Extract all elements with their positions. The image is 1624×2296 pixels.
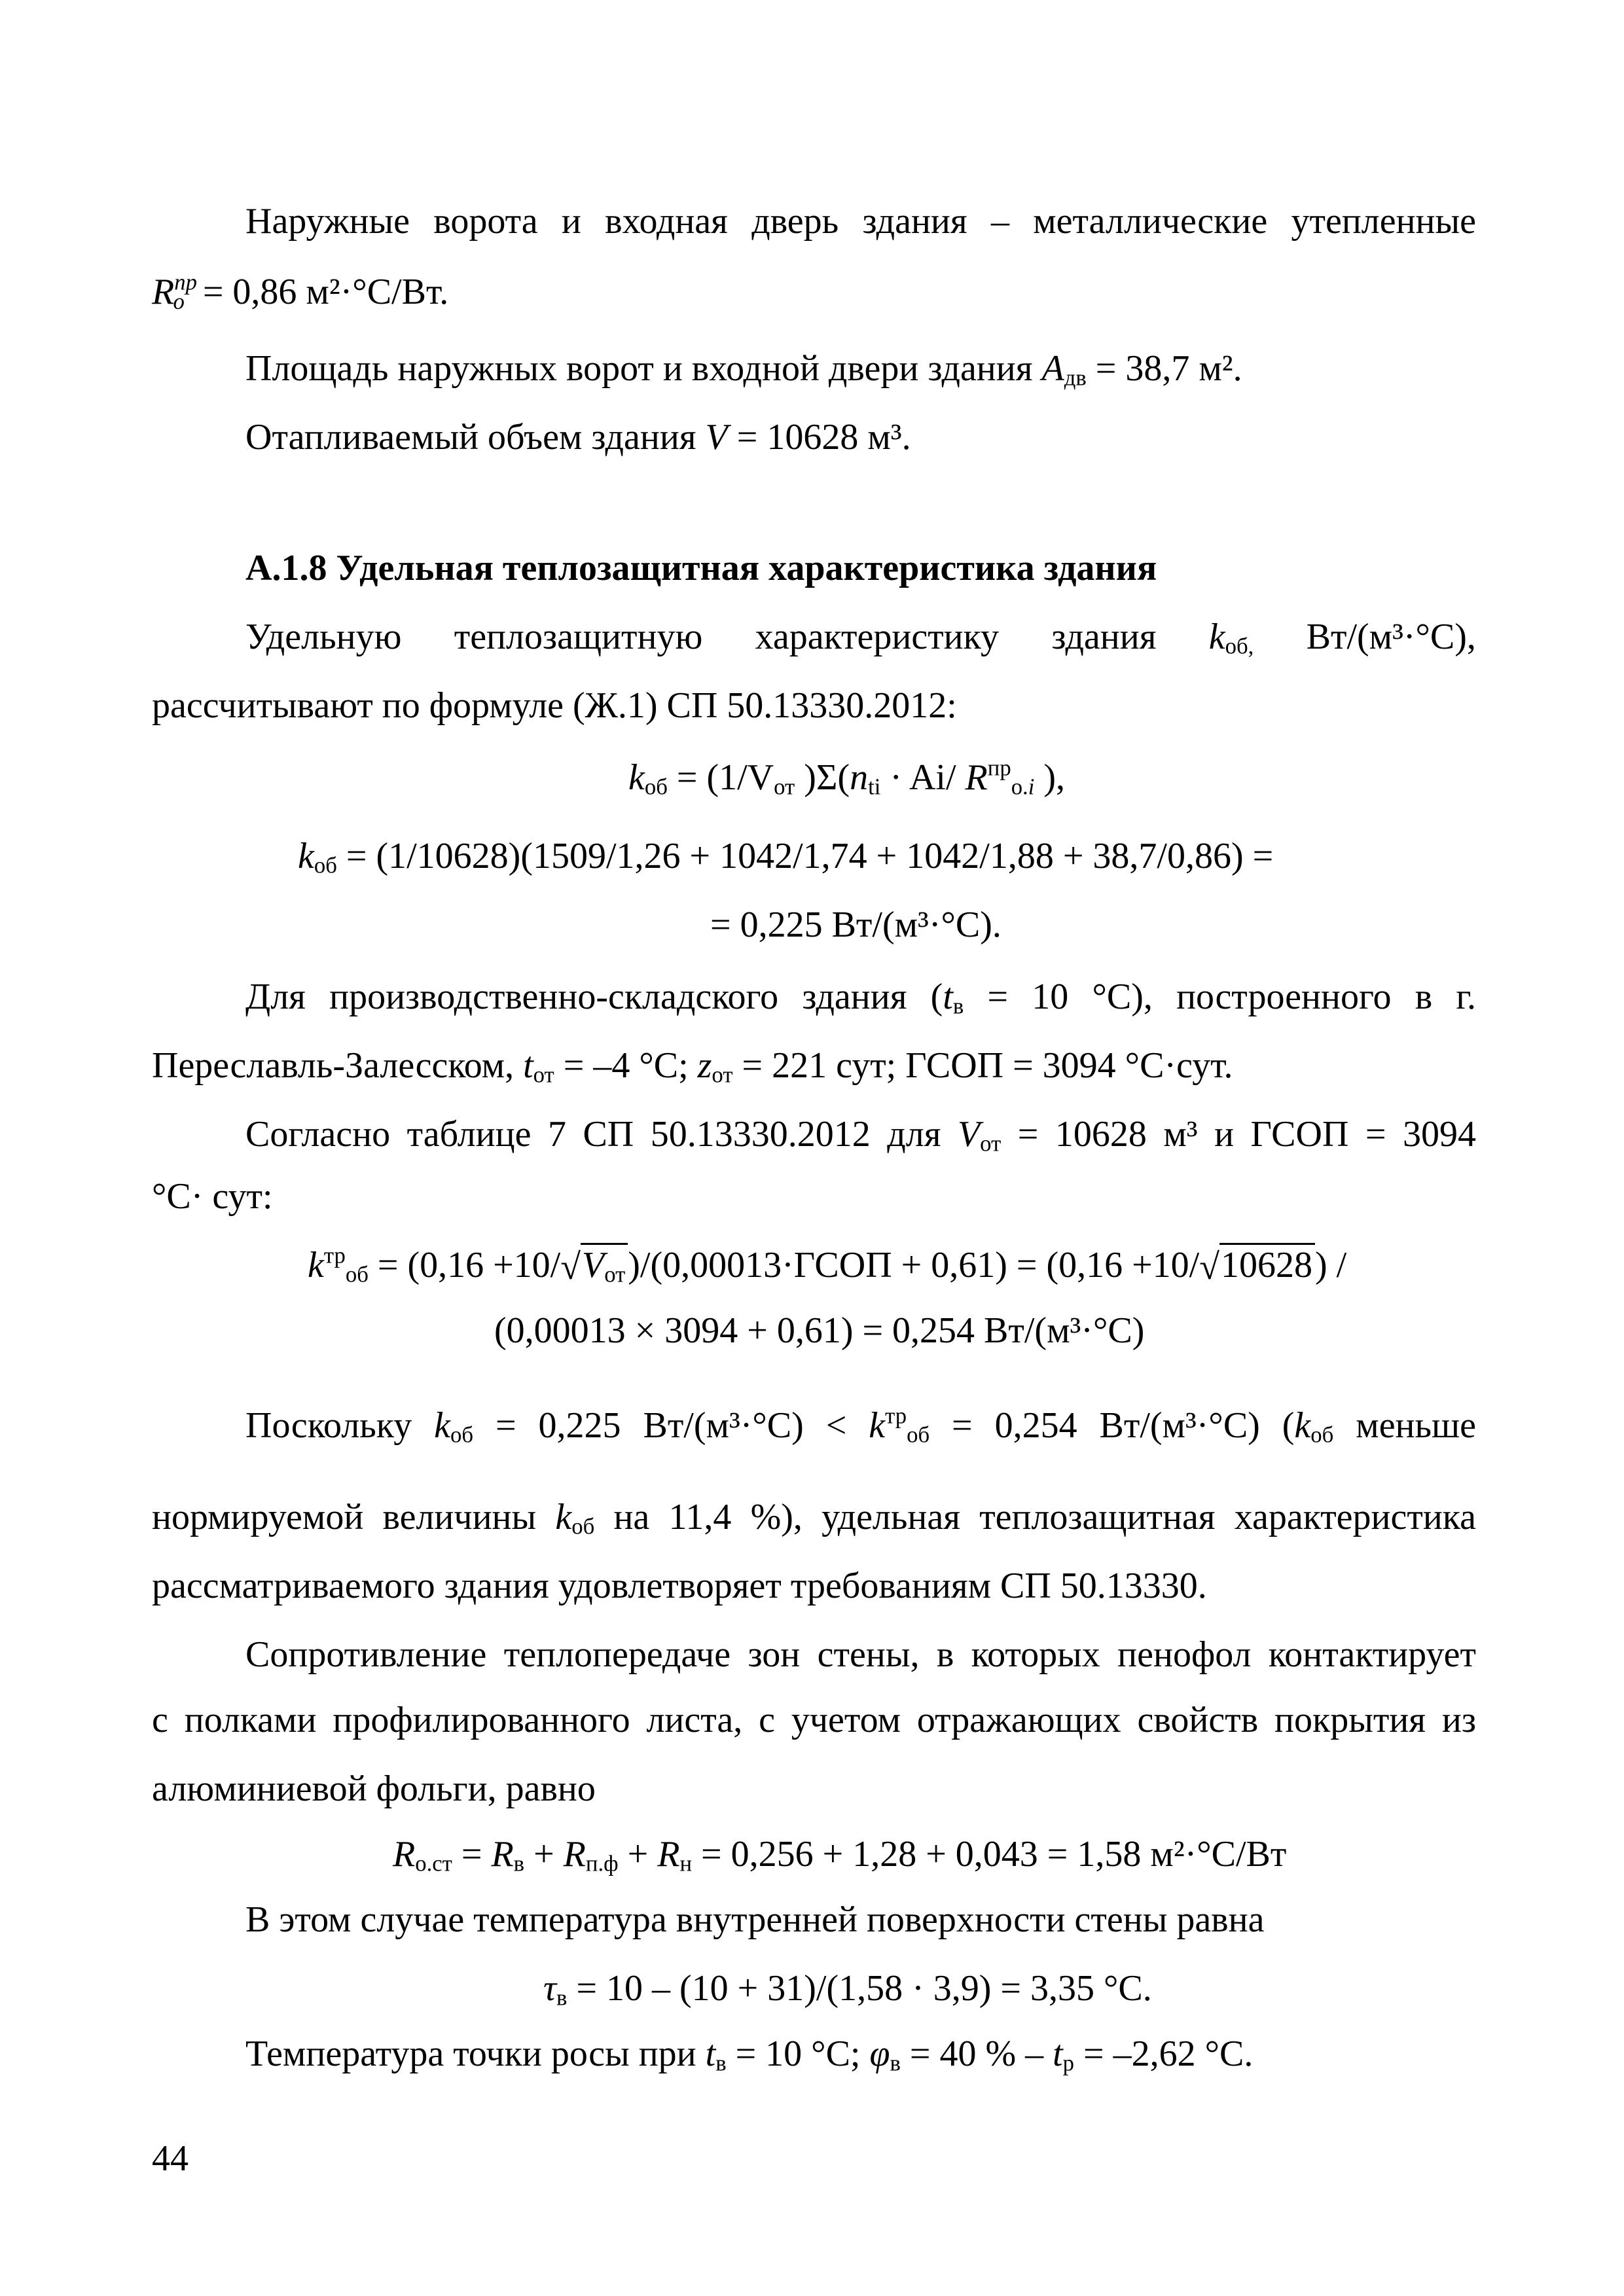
paragraph-line-18: рассматриваемого здания удовлетворяет требованиям СП 50.13330. xyxy=(152,1566,1207,1606)
paragraph-line-17: нормируемой величины $k_{об}$ на 11,4 %), удельная теплозащитная характеристика xyxy=(152,1497,1477,1539)
l6-word-1: Удельную xyxy=(245,617,402,657)
paragraph-line-4 xyxy=(245,419,911,456)
paragraph-line-19: Сопротивление теплопередаче зон стены, в которых пенофол контактирует xyxy=(245,1634,1476,1675)
volume-text: Отапливаемый объем здания xyxy=(245,417,696,457)
formula-k-ob-result: = 0,225 Вт/(м³·°С). xyxy=(710,905,1001,945)
paragraph-line-12: Согласно таблице 7 СП 50.13330.2012 для $V_{от} = 10628$ м³ и ГСОП = 3094 xyxy=(245,1114,1476,1157)
paragraph-line-10: Для производственно-складского здания ($t_в = 10$ °С), построенного в г. xyxy=(245,977,1477,1019)
l6-word-2: теплозащитную xyxy=(454,617,703,657)
f4-part-e: ) / xyxy=(1314,1245,1347,1285)
l6-word-3: характеристику xyxy=(755,617,1000,657)
volume-symbol: V xyxy=(705,417,728,457)
paragraph-line-2 xyxy=(152,269,449,314)
paragraph-line-7: рассчитывают по формуле (Ж.1) СП 50.13330.2012: xyxy=(152,685,957,726)
paragraph-line-20: с полками профилированного листа, с учетом отражающих свойств покрытия из xyxy=(152,1700,1476,1740)
paragraph-line-11: Переславль-Залесском, $t_{от} = -4$ °С; $z_{от} = 221$ сут; ГСОП = 3094 °С·сут. xyxy=(152,1045,1233,1088)
formula-k-tr-result: (0,00013 × 3094 + 0,61) = 0,254 Вт/(м³·°С) xyxy=(494,1310,1145,1351)
sqrt-icon: √ xyxy=(560,1246,581,1287)
paragraph-line-13: °С· сут: xyxy=(152,1176,273,1217)
door-area-symbol: А xyxy=(1041,348,1064,389)
r-symbol: R xyxy=(152,272,175,312)
r-value: = 0,86 м²·°С/Вт. xyxy=(202,272,449,312)
formula-r-wall: $R_{о.ст} = R_в + R_{п.ф} + R_н = 0,256 + 1,28 + 0,043 = 1,58$ м²·°С/Вт xyxy=(393,1834,1287,1876)
door-area-sub: дв xyxy=(1064,365,1087,391)
paragraph-line-3 xyxy=(245,348,1242,391)
formula-k-tr xyxy=(308,1242,1347,1287)
section-heading: А.1.8 Удельная теплозащитная характеристика здания xyxy=(245,548,1157,588)
formula-k-ob-general: $k_{об} = (1/V_{от}$ )$\Sigma(n_{ti} \cdot Ai/$ $R^{пр}_{o.i}$ ), xyxy=(628,755,1066,800)
paragraph-line-16: Поскольку $k_{об} = 0,225$ $Вт/(м^3\cdot^\circ С) < k^{тр}_{об} = 0,254$ Вт/(м³·°С) ($k_{об}$ меньше xyxy=(245,1403,1477,1448)
formula-tau: $\tau_в = 10 - (10 + 31)/(1,58 \cdot 3,9) = 3,35$ °С. xyxy=(543,1968,1152,2011)
f4-part-b: $V_{от}$ xyxy=(581,1243,628,1285)
f4-part-a: $k^{тр}_{об} = (0,16 +10/$ xyxy=(308,1242,561,1287)
paragraph-line-21: алюминиевой фольги, равно xyxy=(152,1768,596,1809)
r-sub: o xyxy=(173,288,185,314)
f4-part-c: )/(0,00013·ГСОП + 0,61) = (0,16 +10/ xyxy=(628,1245,1200,1285)
page-number: 44 xyxy=(152,2138,189,2179)
paragraph-line-6 xyxy=(245,617,1476,659)
door-area-text: Площадь наружных ворот и входной двери здания xyxy=(245,348,1033,389)
paragraph-line-1: Наружные ворота и входная дверь здания – металлические утепленные xyxy=(245,201,1476,242)
formula-k-ob-calc: $k_{об} = (1/10628)(1509/1,26 + 1042/1,74 + 1042/1,88 + 38,7/0,86)$ = xyxy=(298,836,1274,878)
l6-k-symbol: $k_{об,}$ xyxy=(1208,617,1254,659)
r-sup: пр xyxy=(174,269,197,295)
f4-part-d: 10628 xyxy=(1219,1243,1315,1285)
l6-word-4: здания xyxy=(1051,617,1157,657)
volume-value: = 10628 м³. xyxy=(736,417,911,457)
l6-unit: Вт/(м³·°С), xyxy=(1306,617,1476,657)
sqrt-icon-2: √ xyxy=(1199,1246,1219,1287)
paragraph-line-25: Температура точки росы при $t_в = 10$ °С; $\varphi_в = 40$ % – $t_р = -2,62$ °С. xyxy=(245,2034,1254,2076)
door-area-value: = 38,7 м². xyxy=(1095,348,1242,389)
paragraph-line-23: В этом случае температура внутренней поверхности стены равна xyxy=(245,1899,1265,1940)
